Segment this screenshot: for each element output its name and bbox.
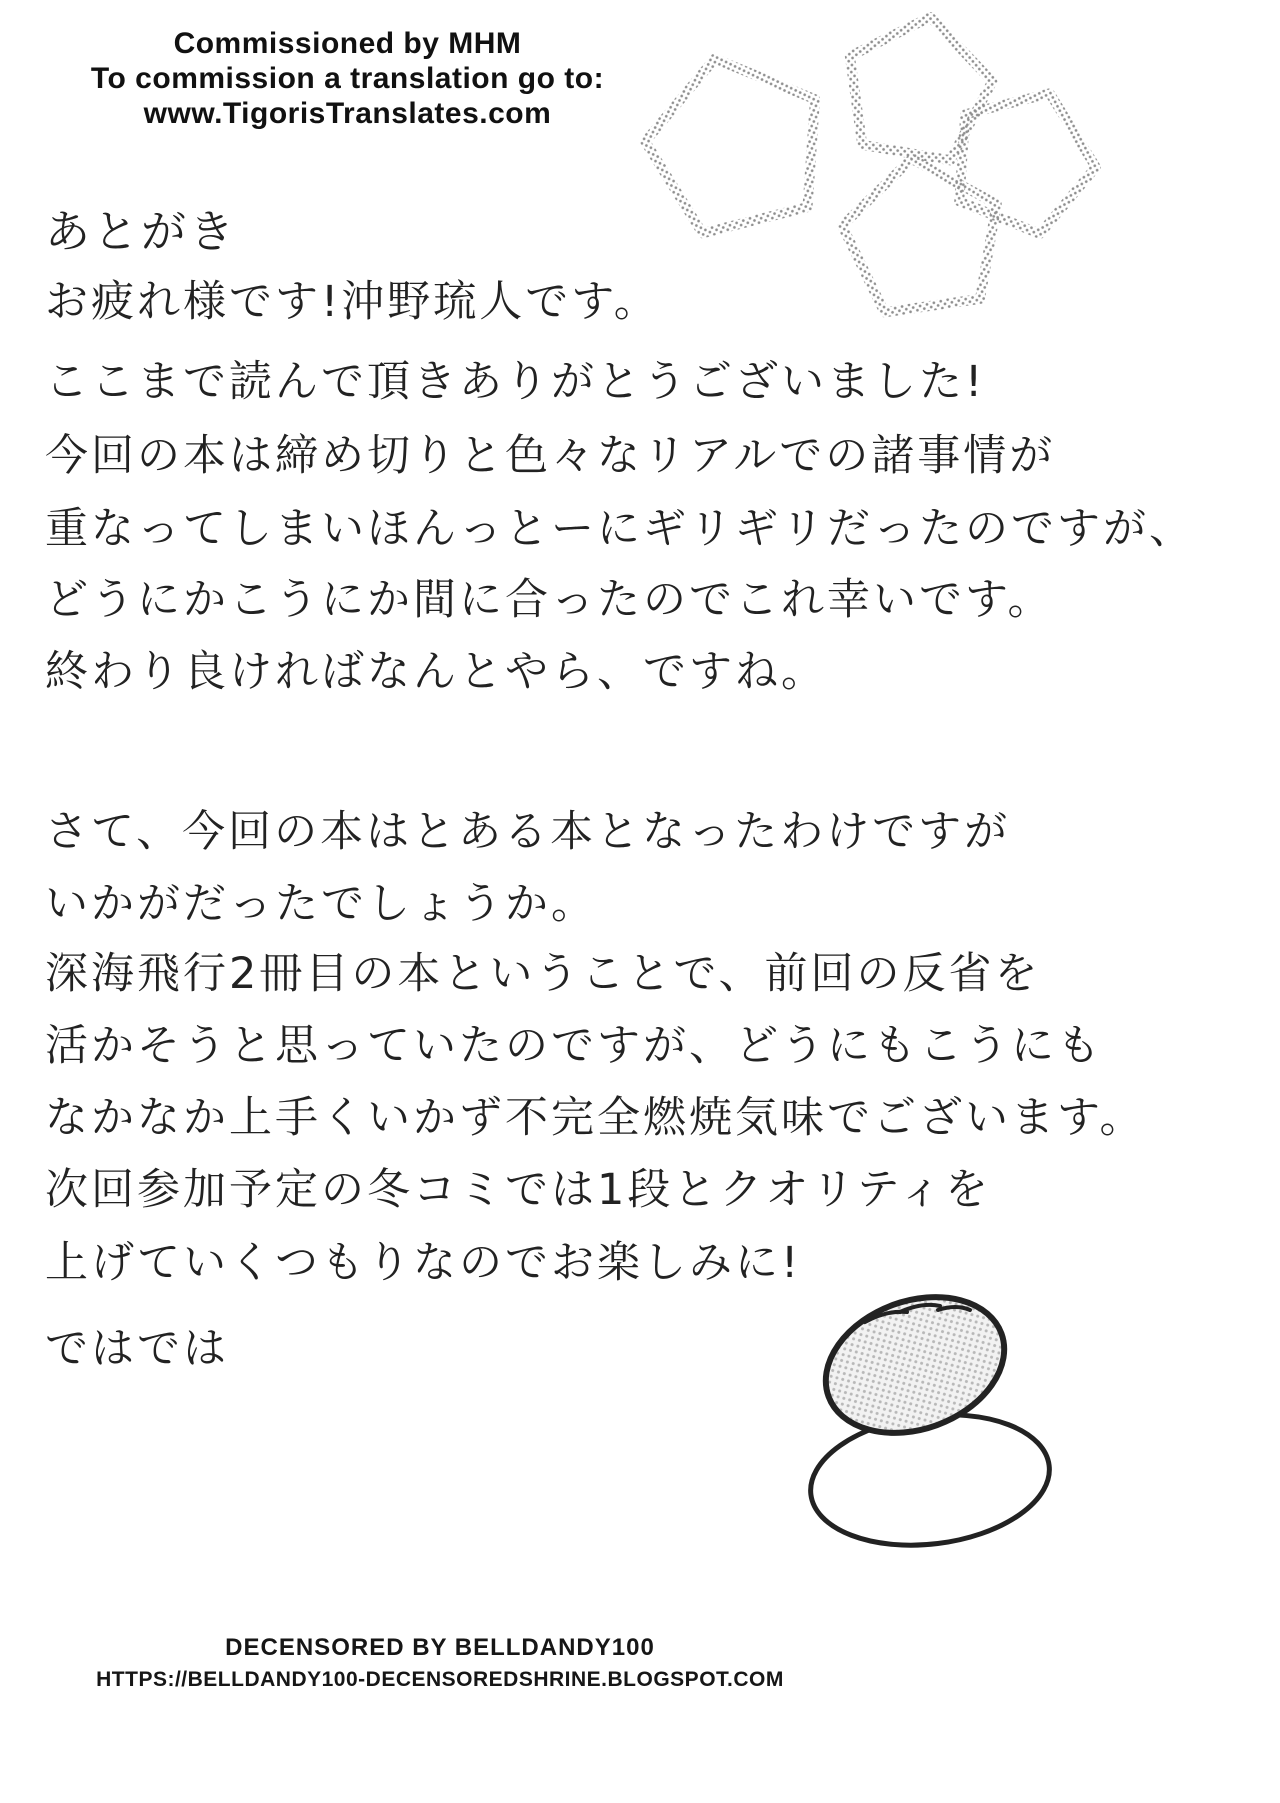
afterword-line: さて、今回の本はとある本となったわけですが <box>45 807 1011 857</box>
decensor-credit <box>55 1630 825 1694</box>
decensor-credit-url: HTTPS://BELLDANDY100-DECENSOREDSHRINE.BLOGSPOT.COM <box>96 1668 784 1691</box>
commission-credit-line: To commission a translation go to: <box>90 62 605 95</box>
halftone-pentagons-decoration <box>630 0 1110 330</box>
afterword-line: 重なってしまいほんっとーにギリギリだったのですが、 <box>45 504 1195 554</box>
afterword-title: あとがき <box>45 205 238 258</box>
bread-doodle <box>780 1270 1100 1590</box>
afterword-line: 深海飛行2冊目の本ということで、前回の反省を <box>45 949 1041 999</box>
afterword-line: なかなか上手くいかず不完全燃焼気味でございます。 <box>45 1093 1146 1143</box>
afterword-line: どうにかこうにか間に合ったのでこれ幸いです。 <box>45 575 1054 625</box>
afterword-line: 今回の本は締め切りと色々なリアルでの諸事情が <box>45 431 1056 481</box>
commission-credit <box>35 26 660 131</box>
afterword-line: 上げていくつもりなのでお楽しみに! <box>45 1238 802 1288</box>
afterword-line: ここまで読んで頂きありがとうございました! <box>45 357 986 407</box>
afterword-signoff: ではでは <box>45 1324 229 1374</box>
commission-credit-line: Commissioned by MHM <box>173 27 522 60</box>
decensor-credit-line: DECENSORED BY BELLDANDY100 <box>225 1634 655 1661</box>
afterword-line: お疲れ様です!沖野琉人です。 <box>45 277 660 327</box>
commission-credit-line: www.TigorisTranslates.com <box>143 97 552 130</box>
afterword-line: 次回参加予定の冬コミでは1段とクオリティを <box>45 1165 992 1215</box>
afterword-line: 終わり良ければなんとやら、ですね。 <box>45 647 827 697</box>
afterword-line: いかがだったでしょうか。 <box>45 879 597 929</box>
afterword-line: 活かそうと思っていたのですが、どうにもこうにも <box>45 1021 1103 1071</box>
